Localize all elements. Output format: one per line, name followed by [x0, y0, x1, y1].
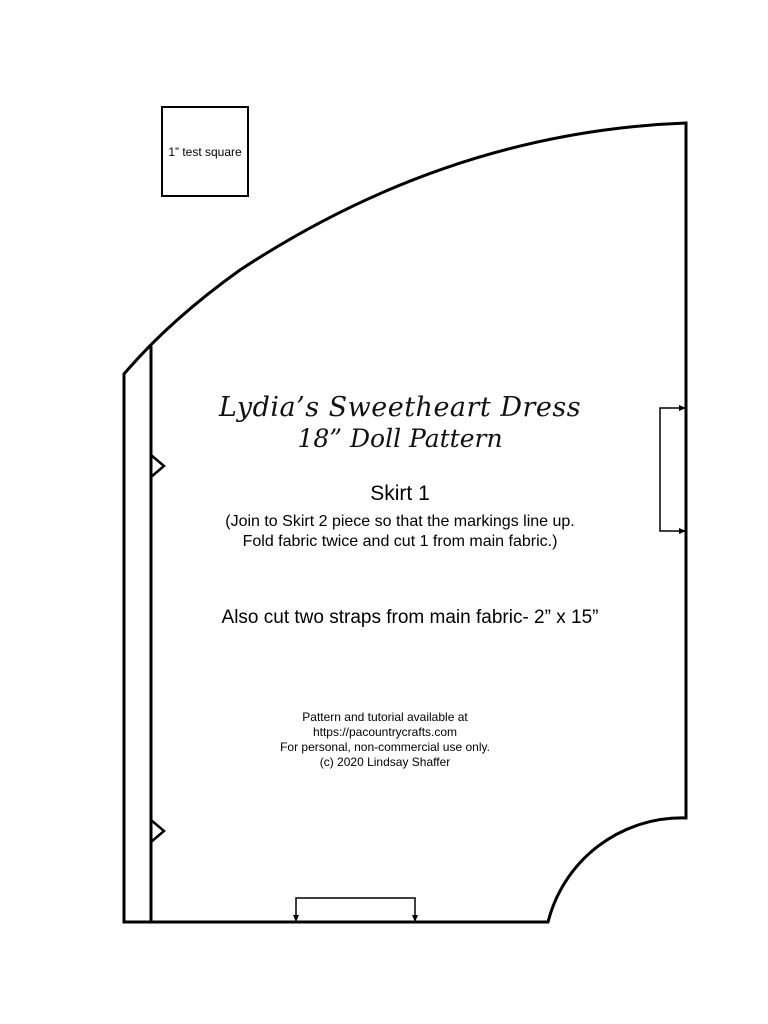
pattern-subtitle: 18” Doll Pattern	[297, 424, 503, 453]
instruction-line: (Join to Skirt 2 piece so that the markings line up.	[225, 513, 575, 530]
placement-marker-bottom	[293, 898, 418, 922]
credits-block	[235, 710, 535, 770]
placement-marker-right	[660, 405, 686, 534]
test-square	[161, 106, 249, 197]
credits-line: For personal, non-commercial use only.	[280, 740, 490, 754]
notch-marker-upper	[151, 455, 164, 477]
notch-marker-lower	[151, 820, 164, 842]
instruction-line: Fold fabric twice and cut 1 from main fabric.)	[242, 533, 558, 550]
test-square-label: 1” test square	[168, 145, 242, 159]
pattern-title: Lydia’s Sweetheart Dress	[218, 392, 582, 423]
piece-instructions	[150, 512, 650, 552]
copyright-line: (c) 2020 Lindsay Shaffer	[319, 755, 451, 769]
credits-line: Pattern and tutorial available at	[302, 710, 468, 724]
piece-name: Skirt 1	[370, 482, 430, 505]
straps-note: Also cut two straps from main fabric- 2” x 15”	[221, 607, 599, 628]
credits-url: https://pacountrycrafts.com	[312, 725, 458, 739]
